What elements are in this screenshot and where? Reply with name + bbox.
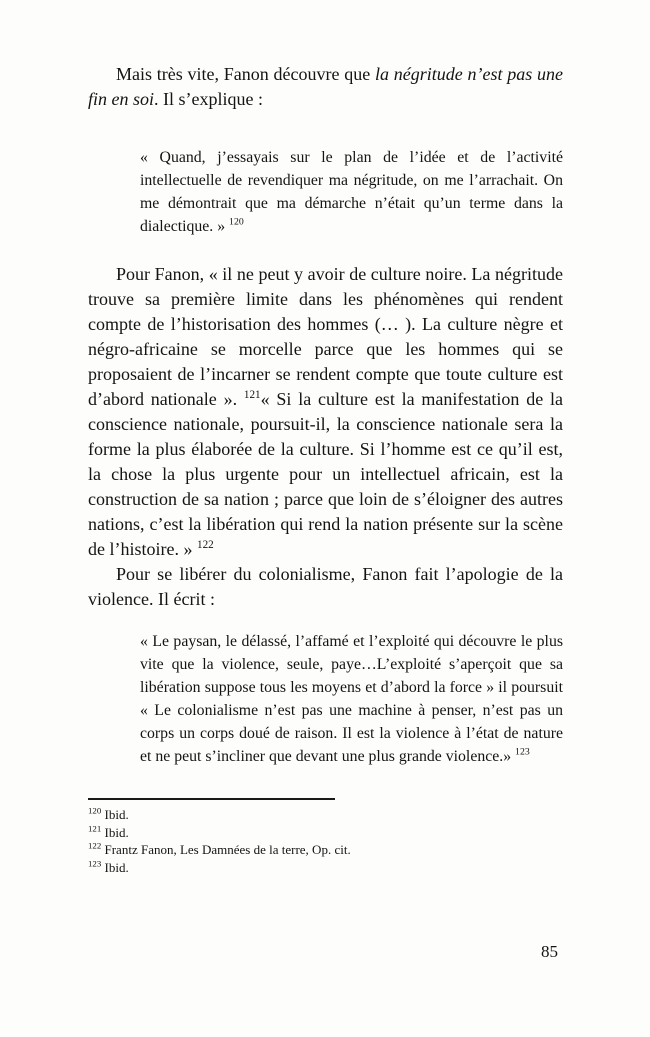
footnote-120-ref: 120 bbox=[88, 805, 102, 816]
paragraph-culture-text-1: Pour Fanon, « il ne peut y avoir de culture noire. La négritude trouve sa première limite dans les phénomènes qui rendent compte de l’historisation des hommes (… ). La culture nègre et négro-africaine se morcelle parce que les hommes qui se proposaient de l’incarner se rendent compte que toute culture est d’abord nationale ». bbox=[88, 264, 563, 409]
footnote-ref-120: 120 bbox=[229, 216, 244, 228]
footnote-ref-122: 122 bbox=[196, 539, 214, 551]
blockquote-paysan-text: « Le paysan, le délassé, l’affamé et l’exploité qui découvre le plus vite que la violence, seule, paye…L’exploité s’aperçoit que sa libération suppose tous les moyens et d’abord la force » il poursuit « Le colonialisme n’est pas une machine à penser, n’est pas un corps un corps doué de raison. Il est la violence à l’état de nature et ne peut s’incliner que devant une plus grande violence.» bbox=[140, 633, 563, 765]
page-number: 85 bbox=[541, 942, 558, 961]
footnote-120-text: Ibid. bbox=[104, 807, 129, 822]
footnote-ref-121: 121 bbox=[243, 389, 261, 401]
footnote-121 bbox=[88, 824, 563, 842]
footnote-121-text: Ibid. bbox=[104, 824, 129, 840]
blockquote-paysan bbox=[140, 630, 563, 768]
footnote-123 bbox=[88, 859, 563, 877]
paragraph-intro-text-2: . Il s’explique : bbox=[154, 89, 263, 109]
footnote-123-ref: 123 bbox=[88, 858, 102, 869]
paragraph-violence-text: Pour se libérer du colonialisme, Fanon fait l’apologie de la violence. Il écrit : bbox=[88, 564, 563, 609]
footnote-122 bbox=[88, 841, 563, 859]
footnote-121-ref: 121 bbox=[88, 823, 102, 834]
paragraph-culture-text-2: « Si la culture est la manifestation de la conscience nationale, poursuit-il, la conscience nationale sera la forme la plus élaborée de la culture. Si l’homme est ce qu’il est, la chose la plus urgente pour un intellectuel africain, est la construction de sa nation ; parce que loin de s’éloigner des autres nations, c’est la libération qui rend la nation présente sur la scène de l’histoire. » bbox=[88, 389, 563, 559]
footnote-122-ref: 122 bbox=[88, 840, 102, 851]
footnotes-section bbox=[88, 798, 563, 876]
footnote-123-text: Ibid. bbox=[104, 859, 129, 875]
footnote-120 bbox=[88, 806, 563, 824]
paragraph-culture-noire bbox=[88, 262, 563, 562]
paragraph-intro-text-1: Mais très vite, Fanon découvre que bbox=[116, 64, 375, 84]
paragraph-intro-italic: la négritude n’est pas une fin en soi bbox=[88, 64, 563, 109]
blockquote-quand bbox=[140, 146, 563, 238]
footnote-122-text: Frantz Fanon, Les Damnées de la terre, Op. cit. bbox=[104, 842, 351, 857]
footnote-ref-123: 123 bbox=[515, 746, 530, 758]
paragraph-violence-intro bbox=[88, 562, 563, 612]
footnote-divider bbox=[88, 798, 335, 800]
paragraph-intro bbox=[88, 62, 563, 112]
blockquote-quand-text: « Quand, j’essayais sur le plan de l’idée et de l’activité intellectuelle de revendiquer ma négritude, on me l’arrachait. On me démontrait que ma démarche n’était qu’un terme dans la dialectique. » bbox=[140, 149, 563, 235]
